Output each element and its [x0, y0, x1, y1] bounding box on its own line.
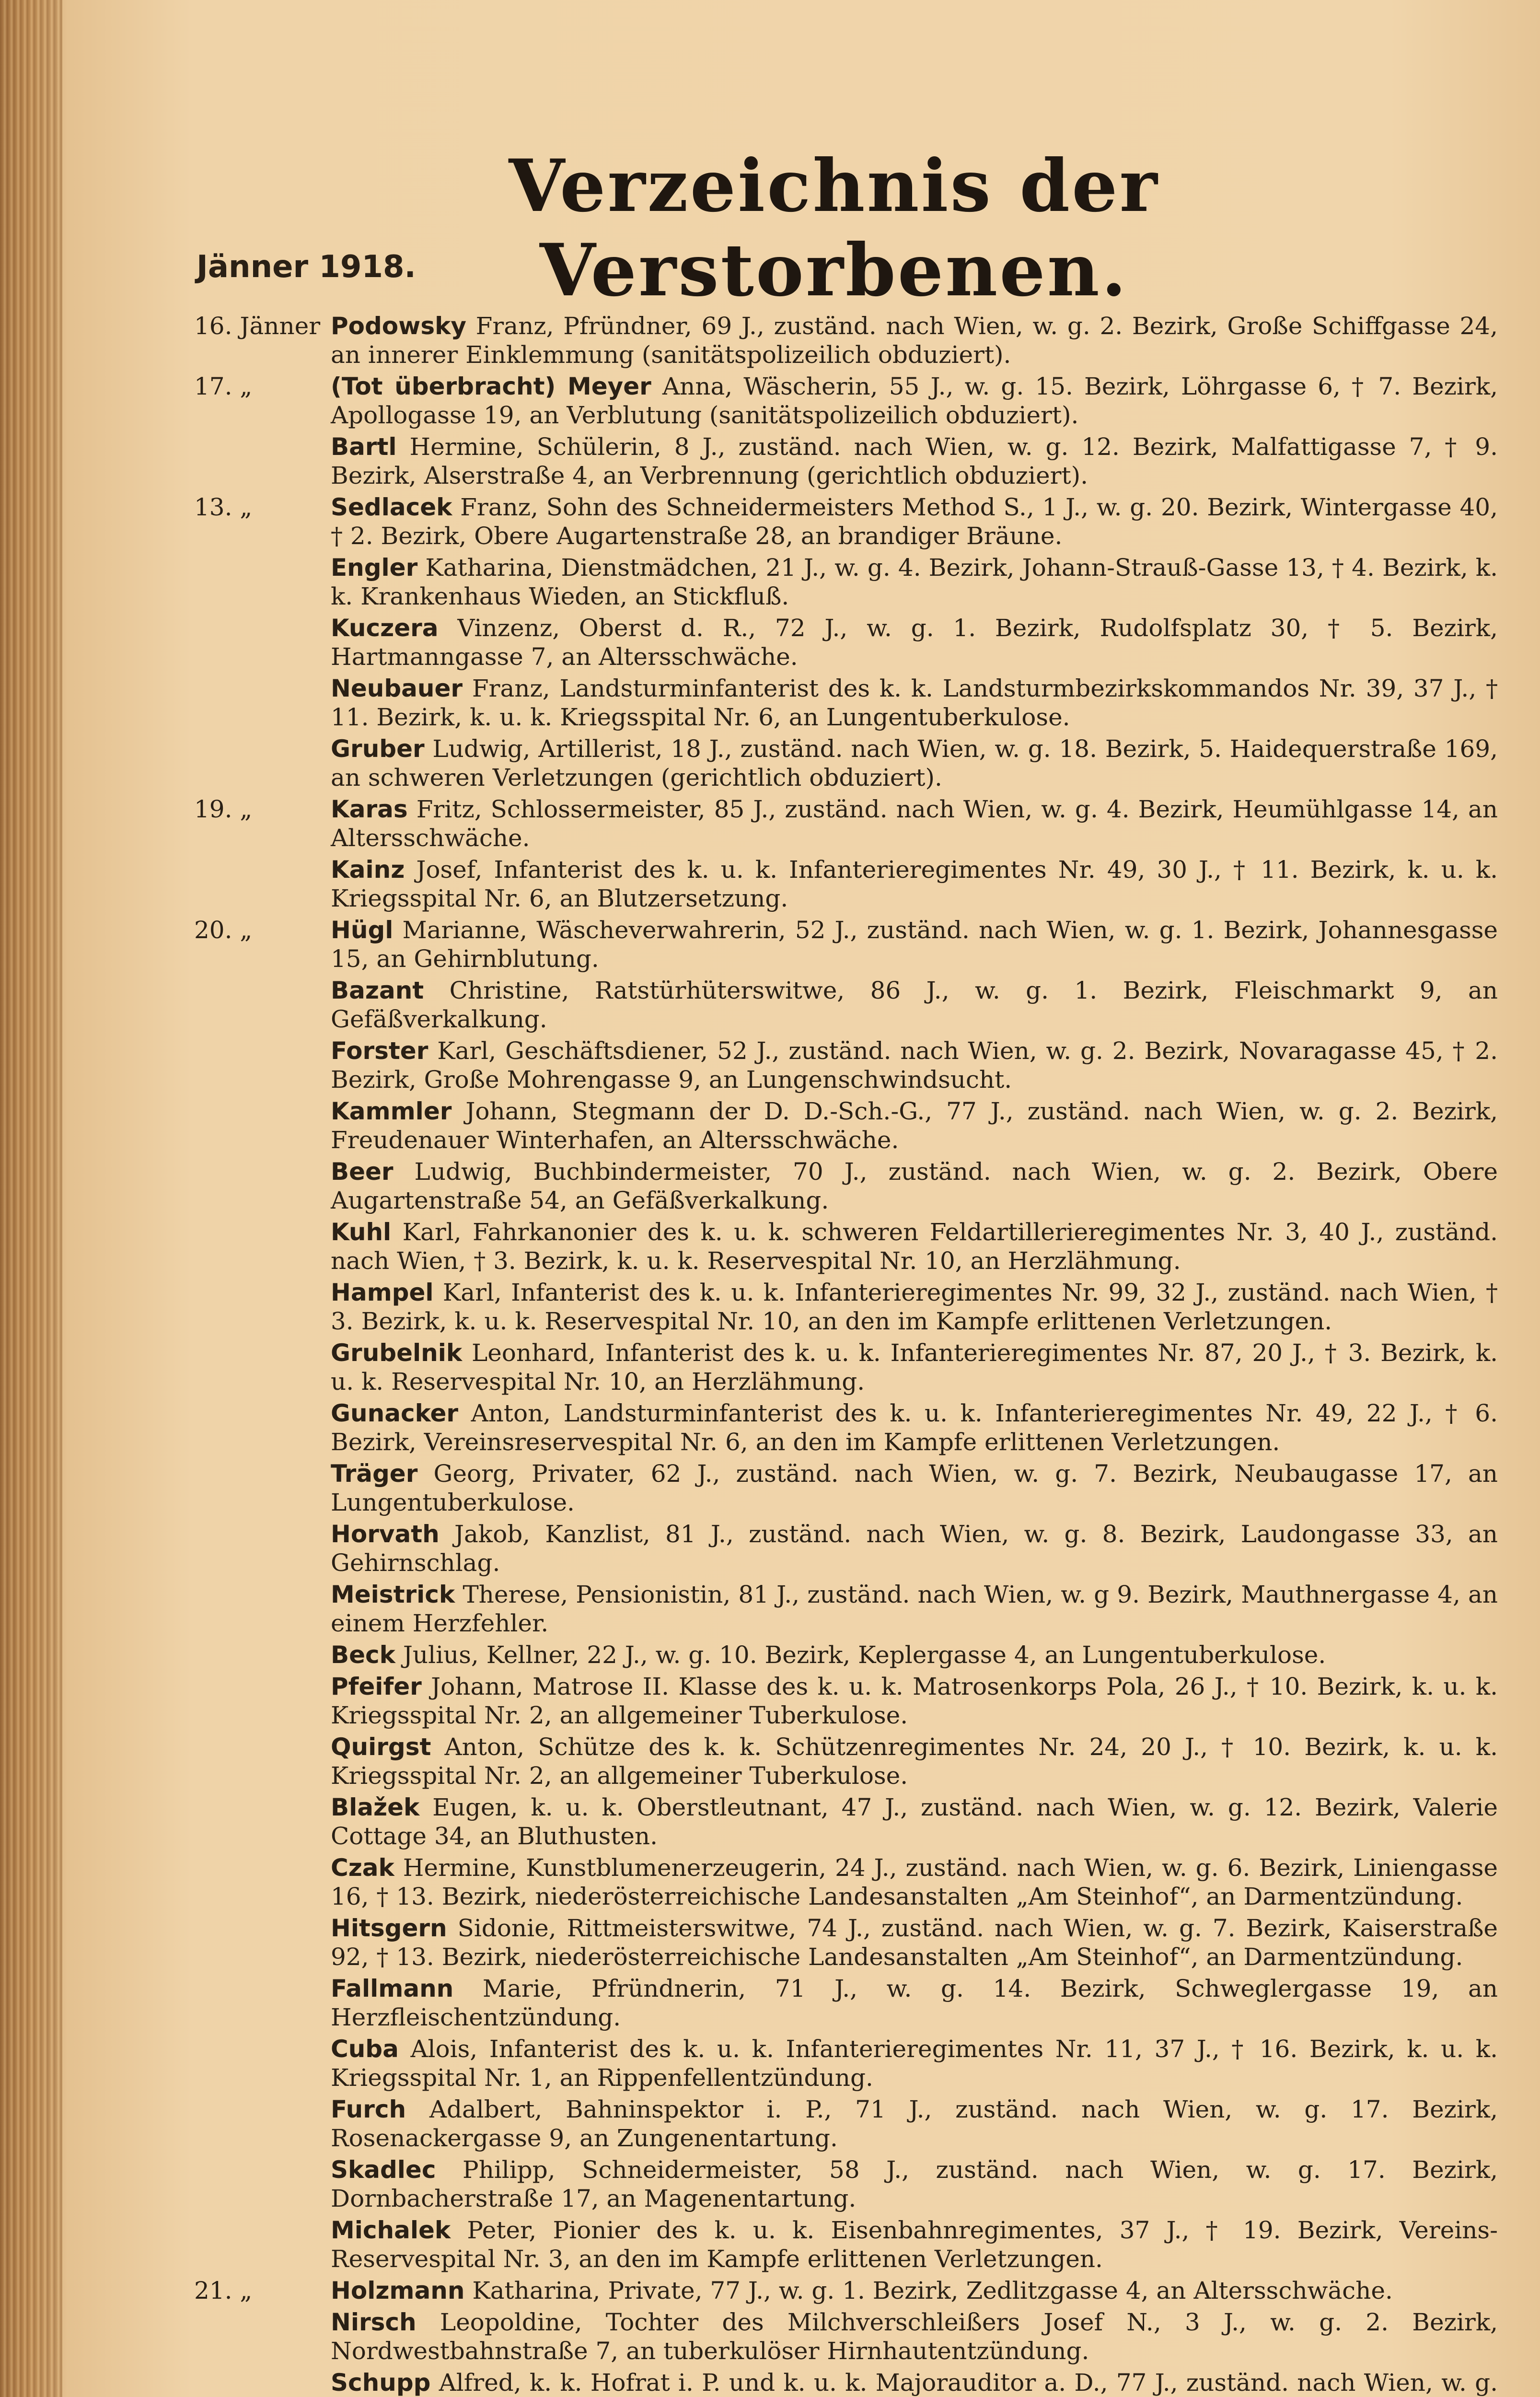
entry-details: Leopoldine, Tochter des Milchverschleißers Josef N., 3 J., w. g. 2. Bezirk, Nordwestbahnstraße 7, an tuberkulöser Hirnhautentzündung. — [331, 2308, 1498, 2365]
entry-body — [194, 1672, 1498, 1730]
register-entry — [194, 2368, 1498, 2397]
entry-details: Vinzenz, Oberst d. R., 72 J., w. g. 1. Bezirk, Rudolfsplatz 30, † 5. Bezirk, Hartmanngasse 7, an Altersschwäche. — [331, 614, 1498, 671]
entry-details: Alois, Infanterist des k. u. k. Infanterieregimentes Nr. 11, 37 J., † 16. Bezirk, k. u. k. Kriegsspital Nr. 1, an Rippenfellentzündung. — [331, 2035, 1498, 2092]
entry-details: Fritz, Schlossermeister, 85 J., zuständ. nach Wien, w. g. 4. Bezirk, Heumühlgasse 14, an Altersschwäche. — [331, 795, 1498, 852]
entry-body — [194, 1036, 1498, 1094]
register-entry — [194, 2155, 1498, 2213]
entry-details: Josef, Infanterist des k. u. k. Infanterieregimentes Nr. 49, 30 J., † 11. Bezirk, k. u. k. Kriegsspital Nr. 6, an Blutzersetzung. — [331, 856, 1498, 912]
entry-surname: Grubelnik — [331, 1339, 463, 1367]
entry-surname: Forster — [331, 1037, 428, 1065]
entry-details: Eugen, k. u. k. Oberstleutnant, 47 J., zuständ. nach Wien, w. g. 12. Bezirk, Valerie Cottage 34, an Bluthusten. — [331, 1793, 1498, 1850]
entry-surname: Kuczera — [331, 614, 439, 642]
entry-details: Anton, Schütze des k. k. Schützenregimentes Nr. 24, 20 J., † 10. Bezirk, k. u. k. Kriegsspital Nr. 2, an allgemeiner Tuberkulose. — [331, 1733, 1498, 1790]
entry-body — [194, 1278, 1498, 1336]
entry-body — [194, 1097, 1498, 1154]
entry-body — [194, 553, 1498, 611]
entry-surname: Horvath — [331, 1520, 440, 1548]
entry-date: 13. „ — [194, 493, 253, 521]
entry-body — [194, 432, 1498, 490]
register-entry — [194, 1853, 1498, 1911]
entry-body — [194, 2035, 1498, 2092]
entry-body — [194, 1520, 1498, 1577]
entry-body — [194, 1459, 1498, 1517]
entry-body — [194, 2155, 1498, 2213]
entry-details: Peter, Pionier des k. u. k. Eisenbahnregimentes, 37 J., † 19. Bezirk, Vereins-Reservespital Nr. 3, an den im Kampfe erlittenen Verletzungen. — [331, 2216, 1498, 2273]
register-entry — [194, 1580, 1498, 1638]
entry-body — [194, 1580, 1498, 1638]
entry-body — [194, 493, 1498, 550]
entry-body — [194, 2308, 1498, 2365]
register-entry — [194, 1218, 1498, 1275]
entry-surname: Schupp — [331, 2369, 431, 2397]
register-entry — [194, 1097, 1498, 1154]
register-entry — [194, 2216, 1498, 2273]
register-entry — [194, 372, 1498, 430]
entry-details: Georg, Privater, 62 J., zuständ. nach Wien, w. g. 7. Bezirk, Neubaugasse 17, an Lungentuberkulose. — [331, 1460, 1498, 1516]
register-entry — [194, 855, 1498, 913]
entry-body — [194, 1338, 1498, 1396]
entry-body — [194, 855, 1498, 913]
entry-body — [194, 2216, 1498, 2273]
entry-body — [194, 1399, 1498, 1456]
register-entry — [194, 553, 1498, 611]
entry-body — [194, 1733, 1498, 1790]
register-entry — [194, 1459, 1498, 1517]
entry-body — [194, 1914, 1498, 1971]
entry-details: Jakob, Kanzlist, 81 J., zuständ. nach Wien, w. g. 8. Bezirk, Laudongasse 33, an Gehirnschlag. — [331, 1520, 1498, 1577]
register-entry — [194, 2308, 1498, 2365]
entry-surname: Bartl — [331, 433, 397, 461]
register-entry — [194, 795, 1498, 852]
register-entry — [194, 1974, 1498, 2032]
entry-surname: Träger — [331, 1460, 418, 1488]
register-entry — [194, 2276, 1498, 2305]
entry-details: Leonhard, Infanterist des k. u. k. Infanterieregimentes Nr. 87, 20 J., † 3. Bezirk, k. u. k. Reservespital Nr. 10, an Herzlähmung. — [331, 1339, 1498, 1396]
entry-body — [194, 1793, 1498, 1850]
entry-surname: Holzmann — [331, 2277, 465, 2304]
entry-details: Christine, Ratstürhüterswitwe, 86 J., w. g. 1. Bezirk, Fleischmarkt 9, an Gefäßverkalkung. — [331, 977, 1498, 1033]
entry-surname: Nirsch — [331, 2308, 417, 2336]
entry-surname: Neubauer — [331, 675, 463, 702]
register-entry — [194, 1036, 1498, 1094]
entry-body — [194, 916, 1498, 973]
entry-details: Franz, Landsturminfanterist des k. k. Landsturmbezirkskommandos Nr. 39, 37 J., † 11. Bezirk, k. u. k. Kriegsspital Nr. 6, an Lungentuberkulose. — [331, 675, 1498, 731]
register-entry — [194, 1641, 1498, 1669]
entry-body — [194, 976, 1498, 1034]
entry-date: 17. „ — [194, 372, 253, 400]
register-entry — [194, 432, 1498, 490]
register-entry — [194, 734, 1498, 792]
entry-details: Ludwig, Artillerist, 18 J., zuständ. nach Wien, w. g. 18. Bezirk, 5. Haidequerstraße 169, an schweren Verletzungen (gerichtlich obduziert). — [331, 735, 1498, 791]
register-entry — [194, 1520, 1498, 1577]
entry-details: Katharina, Dienstmädchen, 21 J., w. g. 4. Bezirk, Johann-Strauß-Gasse 13, † 4. Bezirk, k. k. Krankenhaus Wieden, an Stickfluß. — [331, 554, 1498, 610]
entry-body — [194, 1641, 1498, 1669]
entry-surname: Pfeifer — [331, 1673, 422, 1700]
entry-details: Franz, Pfründner, 69 J., zuständ. nach Wien, w. g. 2. Bezirk, Große Schiffgasse 24, an innerer Einklemmung (sanitätspolizeilich obduziert). — [331, 312, 1498, 369]
entry-surname: Sedlacek — [331, 493, 452, 521]
entry-details: Anton, Landsturminfanterist des k. u. k. Infanterieregimentes Nr. 49, 22 J., † 6. Bezirk, Vereinsreservespital Nr. 6, an den im Kampfe erlittenen Verletzungen. — [331, 1399, 1498, 1456]
entry-details: Alfred, k. k. Hofrat i. P. und k. u. k. Majorauditor a. D., 77 J., zuständ. nach Wien, w. g. — [439, 2369, 1498, 2397]
entry-body — [194, 1853, 1498, 1911]
entry-date: 19. „ — [194, 795, 253, 823]
entry-body — [194, 614, 1498, 671]
entry-body — [194, 1974, 1498, 2032]
entry-surname: Cuba — [331, 2035, 399, 2063]
entry-details: Karl, Infanterist des k. u. k. Infanterieregimentes Nr. 99, 32 J., zuständ. nach Wien, † 3. Bezirk, k. u. k. Reservespital Nr. 10, an den im Kampfe erlittenen Verletzungen. — [331, 1279, 1498, 1335]
entry-surname: Kammler — [331, 1097, 452, 1125]
entry-body — [194, 312, 1498, 369]
register-entry — [194, 493, 1498, 550]
entry-surname: Beer — [331, 1158, 394, 1186]
entry-surname: Hitsgern — [331, 1914, 447, 1942]
entry-body — [194, 2095, 1498, 2153]
register-entry — [194, 1793, 1498, 1850]
entry-details: Johann, Stegmann der D. D.-Sch.-G., 77 J., zuständ. nach Wien, w. g. 2. Bezirk, Freudenauer Winterhafen, an Altersschwäche. — [331, 1097, 1498, 1154]
entry-surname: Hügl — [331, 916, 394, 944]
entry-date: 16. Jänner — [194, 312, 321, 340]
entry-surname: Hampel — [331, 1279, 434, 1306]
entry-details: Therese, Pensionistin, 81 J., zuständ. nach Wien, w. g 9. Bezirk, Mauthnergasse 4, an einem Herzfehler. — [331, 1581, 1498, 1637]
entry-surname: Bazant — [331, 977, 424, 1004]
entry-surname: Gruber — [331, 735, 425, 763]
register-entry — [194, 1157, 1498, 1215]
register-entry — [194, 1278, 1498, 1336]
register-entry — [194, 1338, 1498, 1396]
register-entry — [194, 2095, 1498, 2153]
entry-body — [194, 372, 1498, 430]
entry-date: 21. „ — [194, 2277, 253, 2304]
register-entry — [194, 312, 1498, 369]
entry-surname: Podowsky — [331, 312, 466, 340]
entry-body — [194, 674, 1498, 732]
death-register-list — [194, 312, 1498, 2397]
entry-surname: Karas — [331, 795, 408, 823]
entry-surname: Meistrick — [331, 1581, 455, 1608]
entry-body — [194, 734, 1498, 792]
entry-surname: Quirgst — [331, 1733, 431, 1761]
entry-surname: Skadlec — [331, 2156, 436, 2184]
entry-details: Julius, Kellner, 22 J., w. g. 10. Bezirk, Keplergasse 4, an Lungentuberkulose. — [403, 1641, 1326, 1669]
month-heading: Jänner 1918. — [197, 249, 416, 285]
page-title: Verzeichnis der Verstorbenen. — [509, 144, 1159, 313]
register-entry — [194, 1733, 1498, 1790]
book-page-edges — [0, 0, 62, 2397]
register-entry — [194, 614, 1498, 671]
entry-details: Sidonie, Rittmeisterswitwe, 74 J., zuständ. nach Wien, w. g. 7. Bezirk, Kaiserstraße 92, † 13. Bezirk, niederösterreichische Landesanstalten „Am Steinhof“, an Darmentzündung. — [331, 1914, 1498, 1971]
entry-body — [194, 1157, 1498, 1215]
register-entry — [194, 916, 1498, 973]
entry-surname: Engler — [331, 554, 418, 582]
entry-details: Philipp, Schneidermeister, 58 J., zuständ. nach Wien, w. g. 17. Bezirk, Dornbacherstraße 17, an Magenentartung. — [331, 2156, 1498, 2212]
entry-date: 20. „ — [194, 916, 253, 944]
entry-surname: Kuhl — [331, 1218, 392, 1246]
entry-surname: Czak — [331, 1854, 394, 1882]
entry-details: Katharina, Private, 77 J., w. g. 1. Bezirk, Zedlitzgasse 4, an Altersschwäche. — [472, 2277, 1393, 2304]
entry-body — [194, 795, 1498, 852]
register-entry — [194, 1672, 1498, 1730]
entry-body — [194, 2276, 1498, 2305]
entry-surname: Kainz — [331, 856, 405, 884]
register-entry — [194, 1914, 1498, 1971]
entry-details: Karl, Geschäftsdiener, 52 J., zuständ. nach Wien, w. g. 2. Bezirk, Novaragasse 45, † 2. Bezirk, Große Mohrengasse 9, an Lungenschwindsucht. — [331, 1037, 1498, 1094]
entry-details: Franz, Sohn des Schneidermeisters Method S., 1 J., w. g. 20. Bezirk, Wintergasse 40, † 2. Bezirk, Obere Augartenstraße 28, an brandiger Bräune. — [331, 493, 1498, 550]
entry-details: Adalbert, Bahninspektor i. P., 71 J., zuständ. nach Wien, w. g. 17. Bezirk, Rosenackergasse 9, an Zungenentartung. — [331, 2095, 1498, 2152]
register-entry — [194, 674, 1498, 732]
entry-surname: Michalek — [331, 2216, 451, 2244]
entry-details: Hermine, Kunstblumenerzeugerin, 24 J., zuständ. nach Wien, w. g. 6. Bezirk, Liniengasse 16, † 13. Bezirk, niederösterreichische Landesanstalten „Am Steinhof“, an Darmentzündung. — [331, 1854, 1498, 1910]
register-entry — [194, 1399, 1498, 1456]
entry-body — [194, 2368, 1498, 2397]
entry-details: Marianne, Wäscheverwahrerin, 52 J., zuständ. nach Wien, w. g. 1. Bezirk, Johannesgasse 15, an Gehirnblutung. — [331, 916, 1498, 973]
entry-details: Anna, Wäscherin, 55 J., w. g. 15. Bezirk, Löhrgasse 6, † 7. Bezirk, Apollogasse 19, an Verblutung (sanitätspolizeilich obduziert). — [331, 372, 1498, 429]
entry-surname: Gunacker — [331, 1399, 459, 1427]
entry-surname: Beck — [331, 1641, 395, 1669]
entry-surname: (Tot überbracht) Meyer — [331, 372, 651, 400]
entry-surname: Fallmann — [331, 1975, 454, 2002]
entry-surname: Blažek — [331, 1793, 420, 1821]
entry-details: Hermine, Schülerin, 8 J., zuständ. nach Wien, w. g. 12. Bezirk, Malfattigasse 7, † 9. Bezirk, Alserstraße 4, an Verbrennung (gerichtlich obduziert). — [331, 433, 1498, 489]
register-entry — [194, 2035, 1498, 2092]
entry-body — [194, 1218, 1498, 1275]
entry-surname: Furch — [331, 2095, 406, 2123]
entry-details: Marie, Pfründnerin, 71 J., w. g. 14. Bezirk, Schweglergasse 19, an Herzfleischentzündung. — [331, 1975, 1498, 2031]
register-entry — [194, 976, 1498, 1034]
entry-details: Ludwig, Buchbindermeister, 70 J., zuständ. nach Wien, w. g. 2. Bezirk, Obere Augartenstraße 54, an Gefäßverkalkung. — [331, 1158, 1498, 1214]
entry-details: Karl, Fahrkanonier des k. u. k. schweren Feldartillerieregimentes Nr. 3, 40 J., zuständ. nach Wien, † 3. Bezirk, k. u. k. Reservespital Nr. 10, an Herzlähmung. — [331, 1218, 1498, 1275]
entry-details: Johann, Matrose II. Klasse des k. u. k. Matrosenkorps Pola, 26 J., † 10. Bezirk, k. u. k. Kriegsspital Nr. 2, an allgemeiner Tuberkulose. — [331, 1673, 1498, 1729]
